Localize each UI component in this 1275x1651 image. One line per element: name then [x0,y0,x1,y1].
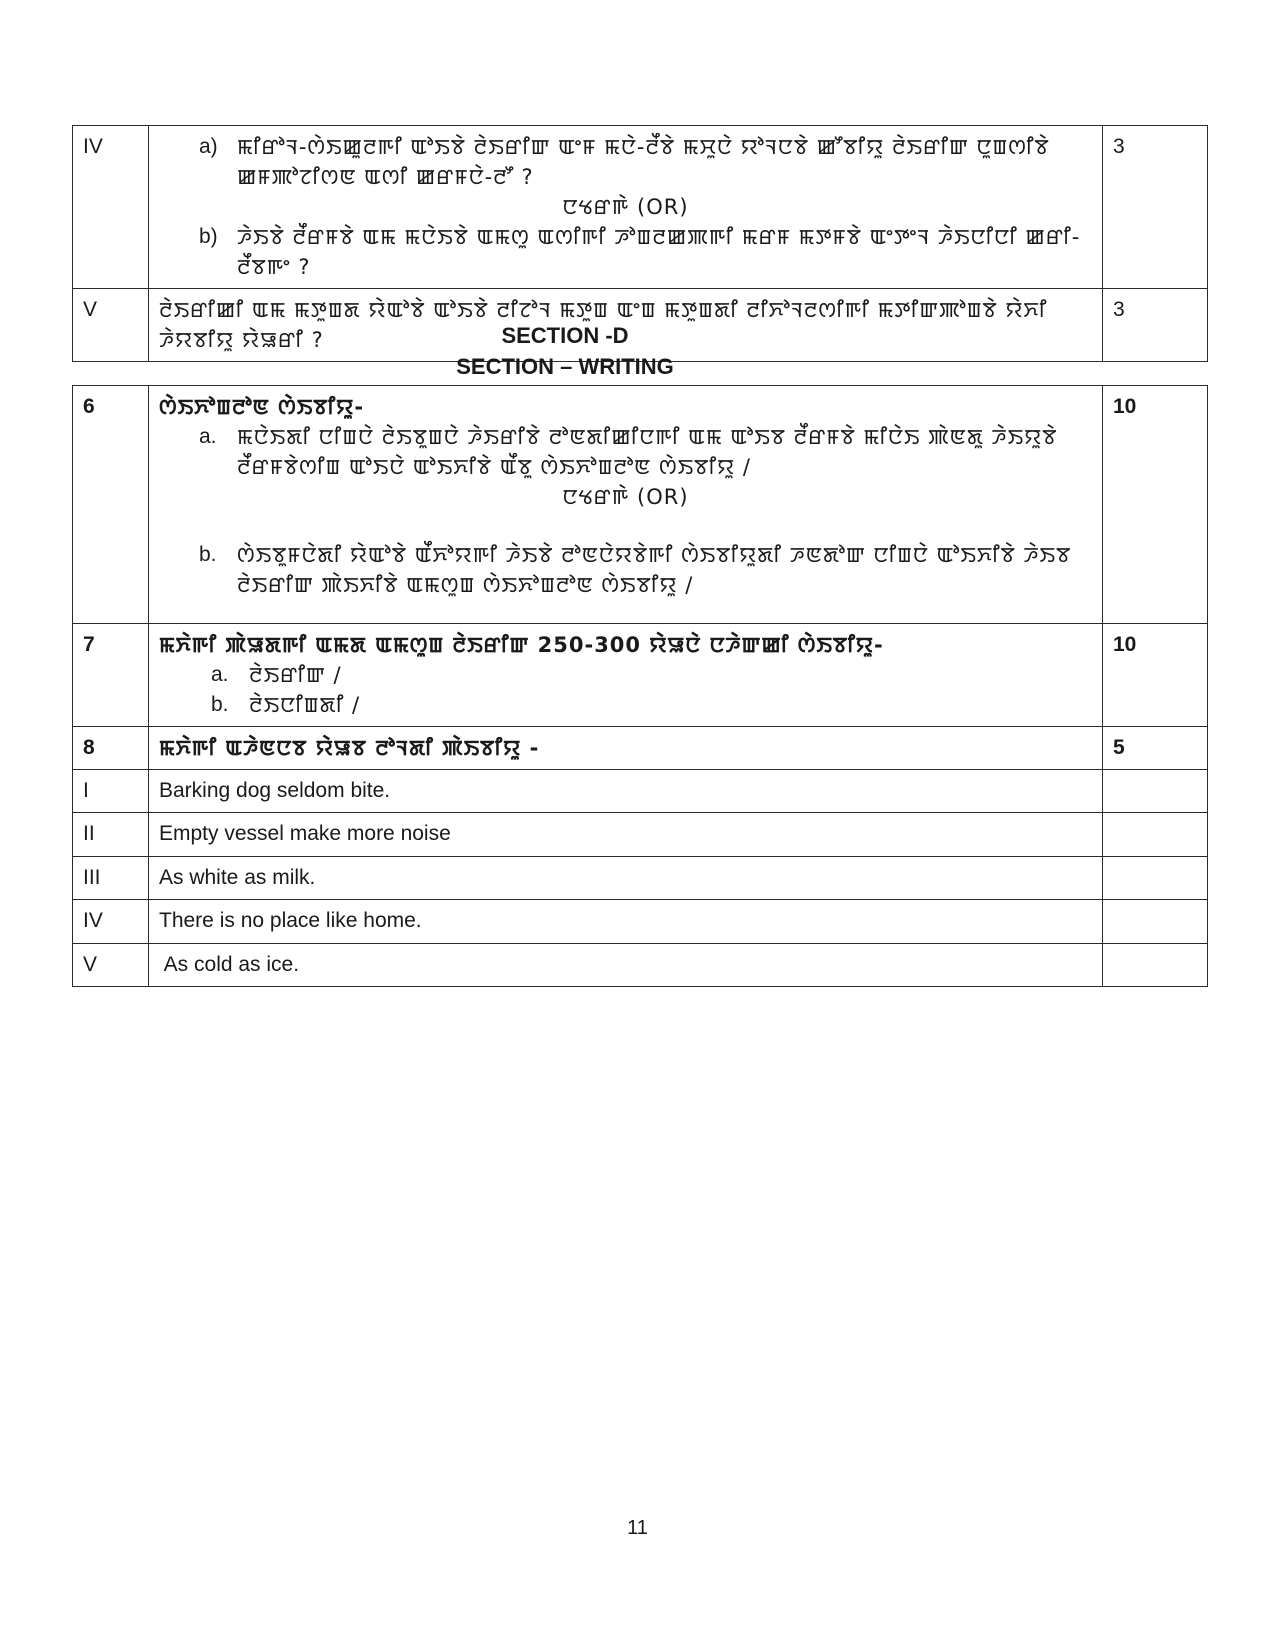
proverb-text: Empty vessel make more noise [149,813,1103,857]
question-number: IV [73,126,149,289]
question-number: 8 [73,727,149,770]
marks-cell: 3 [1103,289,1208,362]
section-d-heading: SECTION -D [501,323,629,348]
question-heading: ꯃꯈꯥꯒꯤ ꯑꯍꯥꯟꯅꯕ ꯌꯥꯎꯕ ꯂꯣꯜꯗꯤ ꯄꯥꯏꯕꯤꯌꯨ - [149,727,1103,770]
question-number: V [73,289,149,362]
sub-text: ꯃꯤꯔꯣꯜ-ꯁꯥꯏꯀꯨꯂꯒꯤ ꯑꯣꯏꯕꯥ ꯂꯥꯏꯔꯤꯛ ꯑꯦꯝ ꯃꯅꯥ-ꯂꯩꯕꯥ ꯃꯆꯨꯅꯥ ꯌꯣꯜꯅꯕꯥ ꯀꯧꯕꯤꯌꯨ ꯂꯥꯏꯔꯤꯛ ꯅꯨꯡꯁꯤꯕꯥ ꯀꯝꯄꯣꯖꯤꯁꯟ ꯑꯁꯤ ꯀꯔꯝꯅꯥ-ꯂꯧ ? [237,135,1050,189]
table-row [73,813,1208,857]
proverb-text: Barking dog seldom bite. [149,770,1103,813]
question-number: 7 [73,624,149,727]
sub-question-b [159,540,1092,600]
marks-cell [1103,900,1208,944]
marks-cell: 3 [1103,126,1208,289]
question-text [149,386,1103,624]
marks-cell [1103,813,1208,857]
table-row [73,857,1208,900]
marks-cell: 5 [1103,727,1208,770]
list-item [159,660,1092,690]
marks-cell: 10 [1103,386,1208,624]
sub-label: a. [199,425,217,448]
sub-text: ꯂꯥꯏꯔꯤꯛ / [249,663,342,687]
sub-text: ꯂꯥꯏꯅꯤꯡꯗꯤ / [249,693,361,717]
question-text [149,624,1103,727]
table-row [73,900,1208,944]
sub-question-a [159,422,1092,482]
proverb-number: III [73,857,149,900]
marks-cell: 10 [1103,624,1208,727]
table-row [73,386,1208,624]
proverb-number: IV [73,900,149,944]
sub-label: a. [211,663,229,686]
page-number: 11 [627,1517,648,1539]
sub-text: ꯁꯥꯏꯕꯨꯝꯅꯥꯗꯤ ꯌꯥꯑꯣꯕꯥ ꯑꯩꯈꯣꯌꯒꯤ ꯍꯥꯏꯕꯥ ꯂꯣꯟꯅꯥꯌꯕꯥꯒꯤ ꯁꯥꯏꯕꯤꯌꯨꯗꯤ ꯍꯟꯗꯣꯛ ꯅꯤꯡꯅꯥ ꯑꯣꯏꯈꯤꯕꯥ ꯍꯥꯏꯕ ꯂꯥꯏꯔꯤꯛ ꯄꯥꯏꯈꯤꯕꯥ ꯑꯃꯁꯨꯡ ꯁꯥꯏꯈꯣꯡꯂꯣꯟ ꯁꯥꯏꯕꯤꯌꯨ / [237,543,1072,597]
table-row [73,727,1208,770]
table-row [73,770,1208,813]
sub-text: ꯍꯥꯏꯕꯥ ꯂꯩꯔꯝꯕꯥ ꯑꯃ ꯃꯅꯥꯏꯕꯥ ꯑꯃꯁꯨ ꯑꯁꯤꯒꯤ ꯍꯣꯡꯂꯀꯄꯒꯤ ꯃꯔꯝ ꯃꯇꯝꯕꯥ ꯑꯦꯇꯦꯜ ꯍꯥꯏꯅꯤꯅꯤ ꯀꯔꯤ-ꯂꯩꯕꯒꯦ ? [237,225,1081,279]
question-heading: ꯃꯈꯥꯒꯤ ꯄꯥꯎꯗꯒꯤ ꯑꯃꯗ ꯑꯃꯁꯨꯡ ꯂꯥꯏꯔꯤꯛ 250-300 ꯌꯥꯎꯅꯥ ꯅꯍꯥꯛꯀꯤ ꯁꯥꯏꯕꯤꯌꯨ- [159,633,884,657]
sub-label: a) [199,135,218,158]
marks-cell [1103,857,1208,900]
sub-question-a [159,132,1092,192]
table-row [73,126,1208,289]
sub-label: b. [211,693,229,716]
marks-cell [1103,770,1208,813]
question-heading: ꯁꯥꯏꯈꯣꯡꯂꯣꯟ ꯁꯥꯏꯕꯤꯌꯨ- [159,395,365,419]
spacer [159,512,1092,540]
sub-question-b [159,222,1092,282]
table-row [73,944,1208,987]
or-divider: ꯅꯠꯔꯒꯥ (OR) [562,195,689,219]
proverb-text: As white as milk. [149,857,1103,900]
proverb-number: V [73,944,149,987]
proverb-number: II [73,813,149,857]
table-row [73,624,1208,727]
question-text [149,126,1103,289]
list-item [159,690,1092,720]
proverb-text: There is no place like home. [149,900,1103,944]
question-text: ꯂꯥꯏꯔꯤꯀꯤ ꯑꯃ ꯃꯇꯨꯡꯗ ꯌꯥꯑꯣꯕꯥ ꯑꯣꯏꯕꯥ ꯂꯤꯖꯣꯜ ꯃꯇꯨꯡ ꯑꯦꯡ ꯃꯇꯨꯡꯗꯤ ꯂꯤꯈꯣꯜꯂꯁꯤꯒꯤ ꯃꯇꯤꯛꯄꯣꯡꯕꯥ ꯌꯥꯈꯤ ꯍꯥꯌꯕꯤꯌꯨ ꯌꯥꯎꯔꯤ ? [149,289,1103,362]
sub-label: b) [199,225,218,248]
or-divider: ꯅꯠꯔꯒꯥ (OR) [562,485,689,509]
section-writing-heading: SECTION – WRITING [456,354,674,379]
proverb-text: As cold as ice. [149,944,1103,987]
writing-question-table [72,385,1208,987]
marks-cell [1103,944,1208,987]
sub-text: ꯃꯅꯥꯏꯗꯤ ꯅꯤꯡꯅꯥ ꯂꯥꯏꯕꯨꯡꯅꯥ ꯍꯥꯏꯔꯤꯕꯥ ꯂꯣꯟꯗꯤꯀꯤꯅꯒꯤ ꯑꯃ ꯑꯣꯏꯕ ꯂꯩꯔꯝꯕꯥ ꯃꯤꯅꯥꯏ ꯄꯥꯟꯗꯨ ꯍꯥꯏꯌꯨꯕꯥ ꯂꯩꯔꯝꯕꯥꯁꯤꯡ ꯑꯣꯏꯅꯥ ꯑꯣꯏꯈꯤꯕꯥ ꯑꯩꯕꯨ ꯁꯥꯏꯈꯣꯡꯂꯣꯟ ꯁꯥꯏꯕꯤꯌꯨ / [237,425,1058,479]
sub-label: b. [199,543,217,566]
question-number: 6 [73,386,149,624]
proverb-number: I [73,770,149,813]
